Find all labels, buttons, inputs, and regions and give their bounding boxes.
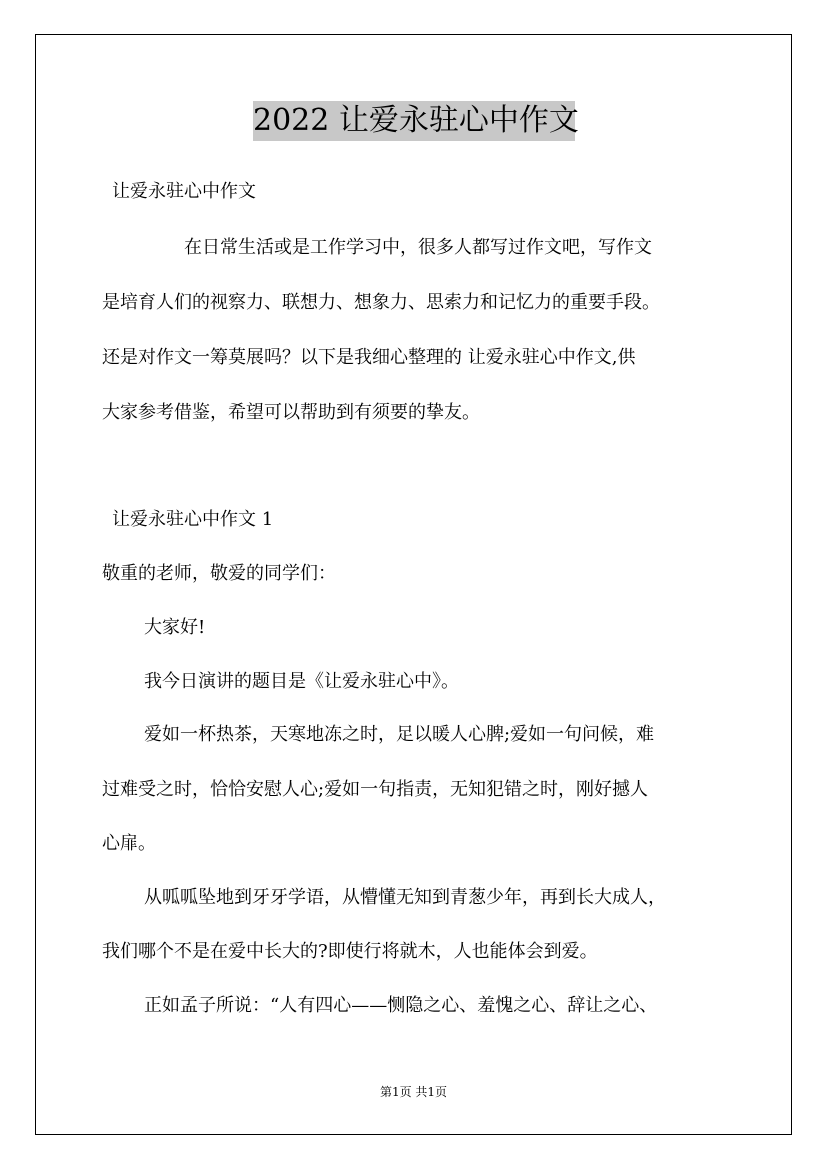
intro-line: 是培育人们的视察力、联想力、想象力、思索力和记忆力的重要手段。 — [102, 292, 660, 313]
document-subtitle: 让爱永驻心中作文 — [112, 181, 256, 202]
body-line: 心扉。 — [102, 833, 156, 854]
intro-line: 在日常生活或是工作学习中，很多人都写过作文吧，写作文 — [184, 237, 652, 258]
page-footer: 第1页 共1页 — [379, 1085, 448, 1099]
body-line: 爱如一杯热茶，天寒地冻之时，足以暖人心脾;爱如一句问候，难 — [144, 724, 655, 745]
intro-line: 还是对作文一筹莫展吗？以下是我细心整理的 让爱永驻心中作文,供 — [102, 347, 636, 368]
body-line: 敬重的老师，敬爱的同学们： — [102, 563, 336, 584]
intro-line: 大家参考借鉴，希望可以帮助到有须要的挚友。 — [102, 402, 480, 423]
body-line: 大家好! — [144, 617, 206, 638]
body-line: 我今日演讲的题目是《让爱永驻心中》。 — [144, 671, 459, 692]
body-line: 正如孟子所说：“人有四心——恻隐之心、羞愧之心、辞让之心、 — [144, 995, 658, 1016]
body-line: 我们哪个不是在爱中长大的?即使行将就木，人也能体会到爱。 — [102, 941, 598, 962]
section-heading: 让爱永驻心中作文 1 — [112, 509, 274, 530]
body-line: 过难受之时，恰恰安慰人心;爱如一句指责，无知犯错之时，刚好撼人 — [102, 779, 649, 800]
document-title: 2022 让爱永驻心中作文 — [253, 101, 575, 141]
body-line: 从呱呱坠地到牙牙学语，从懵懂无知到青葱少年，再到长大成人， — [144, 887, 666, 908]
